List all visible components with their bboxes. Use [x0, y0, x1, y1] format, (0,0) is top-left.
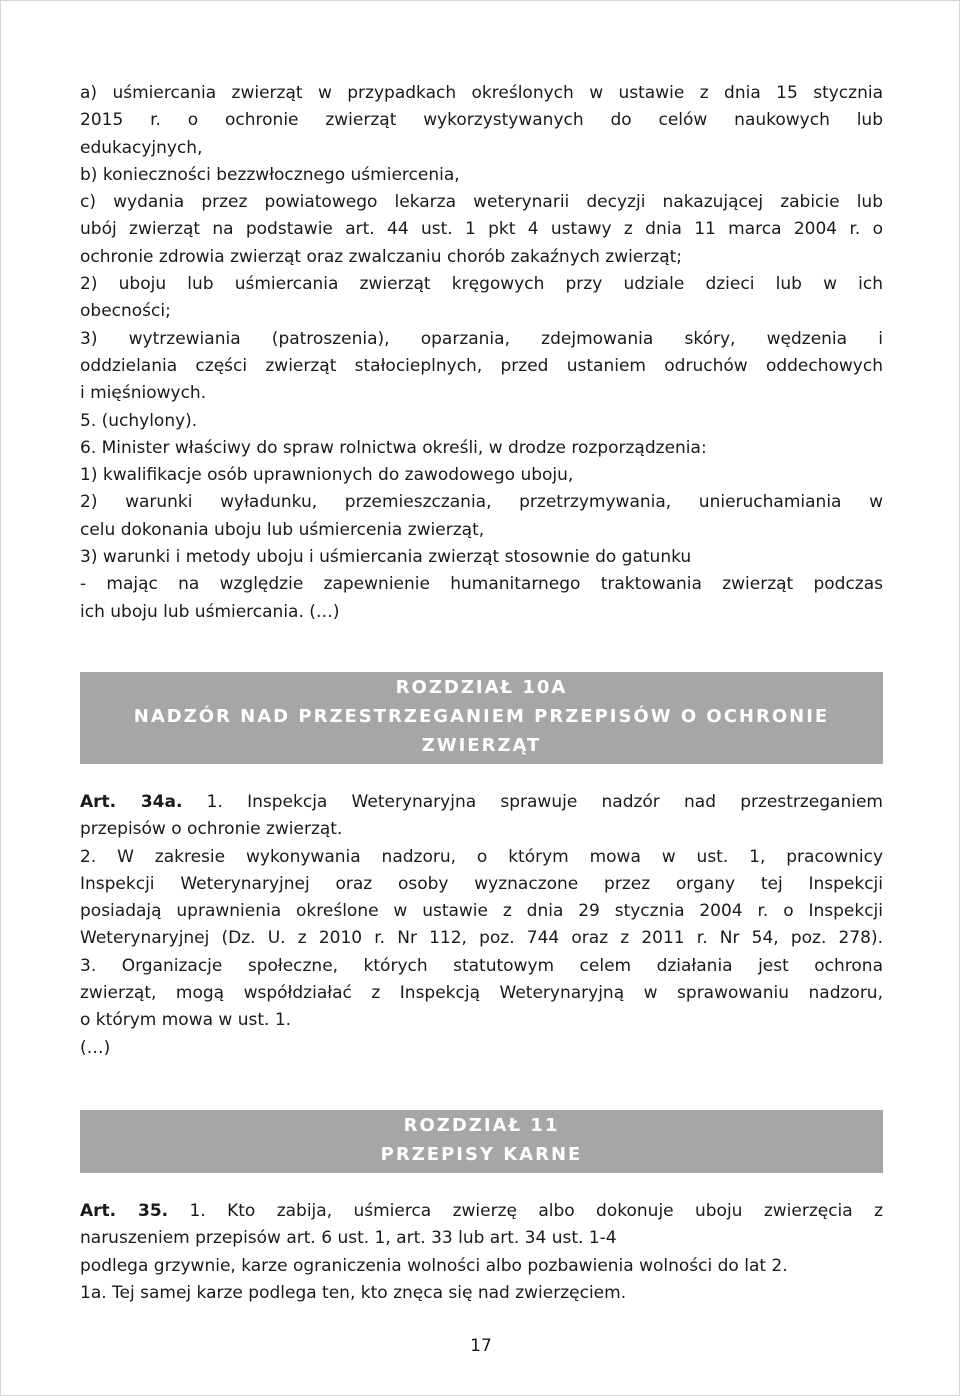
text-line: zwierząt, mogą współdziałać z Inspekcją Weterynaryjną w sprawowaniu nadzoru,	[80, 983, 883, 1004]
text-line: edukacyjnych,	[80, 137, 203, 158]
text-line: podlega grzywnie, karze ograniczenia wolności albo pozbawienia wolności do lat 2.	[80, 1255, 788, 1276]
text-line: Inspekcji Weterynaryjnej oraz osoby wyznaczone przez organy tej Inspekcji	[80, 873, 883, 894]
article-34a	[80, 789, 883, 1062]
text-line: 5. (uchylony).	[80, 410, 198, 431]
chapter-heading: ROZDZIAŁ 10A	[395, 677, 568, 698]
text-line: a) uśmiercania zwierząt w przypadkach określonych w ustawie z dnia 15 stycznia	[80, 83, 883, 103]
article-label: Art. 34a.	[80, 792, 183, 812]
article-35	[80, 1198, 883, 1307]
article-text: 1. Kto zabija, uśmierca zwierzę albo dokonuje uboju zwierzęcia z	[168, 1201, 883, 1221]
text-line: 3. Organizacje społeczne, których statutowym celem działania jest ochrona	[80, 955, 883, 976]
text-line: 3) warunki i metody uboju i uśmiercania zwierząt stosownie do gatunku	[80, 547, 692, 568]
top-text-block	[80, 80, 883, 626]
chapter-title-continued: ZWIERZĄT	[421, 735, 542, 756]
page-number: 17	[470, 1336, 492, 1356]
text-line: 2015 r. o ochronie zwierząt wykorzystywanych do celów naukowych lub	[80, 110, 883, 131]
text-line: 1a. Tej samej karze podlega ten, kto znęca się nad zwierzęciem.	[80, 1282, 627, 1303]
text-line: obecności;	[80, 301, 171, 322]
text-line: przepisów o ochronie zwierząt.	[80, 819, 343, 840]
text-line: ich uboju lub uśmiercania. (…)	[80, 601, 340, 622]
text-line: o którym mowa w ust. 1.	[80, 1010, 292, 1031]
text-line: i mięśniowych.	[80, 383, 207, 404]
chapter-10a-banner	[80, 672, 883, 764]
text-line: ochronie zdrowia zwierząt oraz zwalczaniu chorób zakaźnych zwierząt;	[80, 246, 683, 267]
text-line: c) wydania przez powiatowego lekarza weterynarii decyzji nakazującej zabicie lub	[80, 192, 883, 213]
text-line: 2) warunki wyładunku, przemieszczania, przetrzymywania, unieruchamiania w	[80, 492, 883, 513]
text-line: (…)	[80, 1037, 111, 1058]
text-line: b) konieczności bezzwłocznego uśmiercenia,	[80, 164, 460, 185]
text-line: Weterynaryjnej (Dz. U. z 2010 r. Nr 112, poz. 744 oraz z 2011 r. Nr 54, poz. 278).	[80, 928, 883, 949]
text-line: 2. W zakresie wykonywania nadzoru, o którym mowa w ust. 1, pracownicy	[80, 846, 883, 867]
text-line: ubój zwierząt na podstawie art. 44 ust. 1 pkt 4 ustawy z dnia 11 marca 2004 r. o	[80, 219, 883, 240]
text-line: 1) kwalifikacje osób uprawnionych do zawodowego uboju,	[80, 465, 574, 486]
text-line: 2) uboju lub uśmiercania zwierząt kręgowych przy udziale dzieci lub w ich	[80, 274, 883, 295]
text-line: naruszeniem przepisów art. 6 ust. 1, art. 33 lub art. 34 ust. 1-4	[80, 1228, 617, 1249]
chapter-title: PRZEPISY KARNE	[380, 1144, 583, 1165]
text-line: - mając na względzie zapewnienie humanitarnego traktowania zwierząt podczas	[80, 574, 883, 595]
article-label: Art. 35.	[80, 1201, 169, 1221]
article-text: 1. Inspekcja Weterynaryjna sprawuje nadzór nad przestrzeganiem	[182, 792, 883, 812]
text-line: 3) wytrzewiania (patroszenia), oparzania, zdejmowania skóry, wędzenia i	[80, 328, 883, 349]
chapter-11-banner	[80, 1110, 883, 1173]
article-first-line	[80, 789, 883, 816]
chapter-heading: ROZDZIAŁ 11	[403, 1115, 560, 1136]
text-line: celu dokonania uboju lub uśmiercenia zwierząt,	[80, 519, 485, 540]
article-first-line	[80, 1198, 883, 1225]
chapter-title: NADZÓR NAD PRZESTRZEGANIEM PRZEPISÓW O OCHRONIE	[133, 706, 830, 727]
text-line: posiadają uprawnienia określone w ustawie z dnia 29 stycznia 2004 r. o Inspekcji	[80, 901, 883, 922]
text-line: 6. Minister właściwy do spraw rolnictwa określi, w drodze rozporządzenia:	[80, 437, 707, 458]
text-line: oddzielania części zwierząt stałocieplnych, przed ustaniem odruchów oddechowych	[80, 355, 883, 376]
